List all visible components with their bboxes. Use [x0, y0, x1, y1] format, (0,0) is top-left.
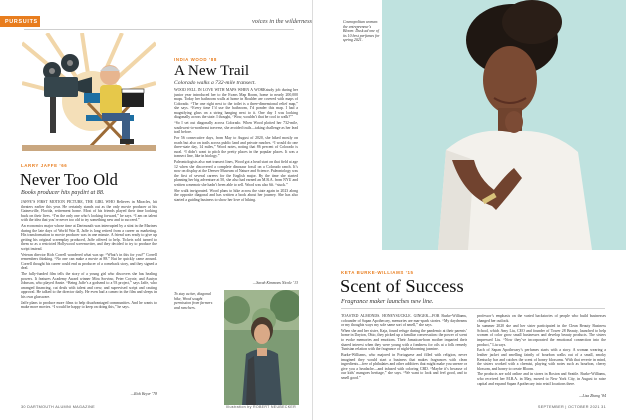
india-paragraph: Paleontologists also met transect lines, Wood got a head start on that field at age 12 when she discovered a complete dinosaur fossil on a Colorado ranch. It’s now on display at the Denver Museum of Nature and Science. Paleontology was the first of several careers for the English major. By the time she started planning her big adventure at 50, she also had earned an M.B.A. from NYU and written a memoir she hadn’t been able to sell. Wood was also 6ft. “stuck.”: [174, 160, 298, 187]
portrait-caption: Cosmopolitan woman: the entrepreneur’s Bloom: Dusk ad one of its 10 best perfumes for spring 2021.: [343, 20, 380, 43]
right-folio: SEPTEMBER | OCTOBER 2021 31: [537, 405, 606, 409]
keta-paragraph: Burke-Williams, who majored in Portuguese and filled with religion, never imagined they would start a business that makes fragrances with clean ingredients—free of phthalates and other additives that might make you sneeze or give you a headache—and infused with coloring CBD. “Maybe it’s because of our kids’ mangoes heritage,” she says. “We want to look and feel good, and to smell good.”: [341, 352, 467, 380]
keta-paragraph: In summer 2020 she and her sister participated in the Clean Beauty Business School, which Amy Liu, CEO and founder of Tower 28 Beauty, launched to help women of color grow small businesses and develop beauty products. The sisters impressed Liu. “Now they’ve incorporated the emotional connection into the product,” Liu says.: [477, 324, 606, 347]
india-byline: —Sarah Kimmons Nicole ’13: [252, 281, 298, 285]
india-headline: A New Trail: [174, 62, 250, 79]
section-tab: PURSUITS: [0, 16, 40, 27]
larry-body: [21, 200, 157, 395]
india-deck: Colorado walks a 732-mile transect.: [174, 80, 256, 86]
india-paragraph: WOOD FELL IN LOVE WITH MAPS WHEN A WORKstudy job during her junior year introduced her to the Evans Map Room, home to nearly 200,000 maps. Today her bathroom walls at home in Boulder are covered with maps of Colorado. “The one right next to the toilet is a three-dimensional relief map,” she says. “Every time I’d use the bathroom, I’d ponder this map. I had a magnifying glass on a string hanging next to it. One day I was looking diagonally across the state. I thought, ‘Wow, wouldn’t that be cool to walk?’”: [174, 88, 298, 120]
keta-kicker: KETA BURKE-WILLIAMS ’15: [341, 270, 414, 275]
keta-paragraph: professor’s emphasis on the varied backstories of people who build businesses changed her outlook.: [477, 314, 606, 323]
india-paragraph: She walk invigorated. Wood plans to hike across the state again in 2023 along the opposite diagonal and has written a book about her journey. She has also started a guiding business to show her love of hiking.: [174, 188, 298, 202]
india-paragraph: For 56 consecutive days, from May to August of 2020, she hiked mostly on roads but also on trails across public land and private ranches. “I would do one three-state day, 14 miles,” Wood notes, noting that 86 percent of Colorado is rural. “I didn’t want to pitch the pretty places in the popular places. It was a transect line, like in biology.”: [174, 136, 298, 159]
larry-paragraph: Veteran director Rich Correll wondered what was up: “What’s in this for you?” Correll remembers thinking. “No one can make a movie at 88.” But he quickly came around. Correll thought his career could end as producer of a comeback story, and they signed a deal.: [21, 252, 157, 271]
keta-paragraph: The products are sold online and in stores in Boston and Seattle. Burke-Williams, who received her M.B.A. in May, moved to New York City, in August to raise capital and expand Sapan Apothecary into retail locations there.: [477, 372, 606, 386]
larry-kicker: LARRY JAFFE ’66: [21, 163, 68, 168]
hiker-photo-caption: To stay active, diagonal hike, Wood sought permission from farmers and ranchers.: [174, 292, 213, 310]
india-kicker: INDIA WOOD ’88: [174, 57, 217, 62]
keta-rule: [341, 308, 605, 309]
left-folio: 30 DARTMOUTH ALUMNI MAGAZINE: [21, 405, 95, 409]
section-header: voices in the wilderness: [252, 18, 312, 25]
hiker-photo: [224, 290, 299, 405]
keta-paragraph: Each of Sapan Apothecary’s perfumes starts with a story. A woman wearing a leather jacket and smelling faintly of bourbon walks out of a small, smoky Kentucky bar and catches the scent of honey blossoms. With that reverie in mind, the sisters worked with a chemist, playing with notes such as bourbon, cherry blossom, and honey to create Bloom.: [477, 348, 606, 371]
larry-byline: —Rick Beyer ’78: [130, 392, 157, 396]
illustration-credit: Illustration by ROBERT NEUBECKER: [226, 405, 296, 409]
keta-paragraph: When she and her sister, Kaja, found refuge during the pandemic at their parents’ home in Dayton, Ohio, they picked up a familiar conversation: the power of scent to evoke memories and emotions. Their Jamaican-born mother imparted their shared interest when they were young with a fondness for oils at a folk remedy Tunisian relation with the fragrance of night-blooming jasmine.: [341, 328, 467, 352]
keta-deck: Fragrance maker launches new line.: [341, 298, 434, 305]
larry-deck: Books producer hits paydirt at 88.: [21, 190, 105, 196]
keta-body-column-2: [477, 314, 606, 394]
larry-paragraph: The fully-funded film tells the story of a young girl who discovers she has healing powers. It features Academy Award winner Mira Sorvino, Peter Coyote, and Austyn Johnson, who played Annie. “Being Jaffe’s a godsend to a 93 project,” says Jaffe, who arranged financing, cut deals with talent and crew, and supervised script and casting approval. He talked to the director daily. He even had a cameo in the film and sleeps in his own glassware.: [21, 272, 157, 299]
larry-paragraph: An economics major whose time at Dartmouth was interrupted by a stint in the Marines during the late days of World War II, Jaffe is long retired from a career as marketing. His transformation to movie producer was in one minute. A friend was ready to give up getting his original screenplay produced, Jaffe offered to help. Tickets sold turned to them so as a restricted Hollywood screenwriter, and they decided to try to produce the script instead.: [21, 224, 157, 251]
india-paragraph: “So I set out diagonally across Colorado. When Wood plotted her 732-mile, southwest-to-northeast traverse, she avoided trails—taking challenge as her lead trail before.: [174, 121, 298, 135]
keta-headline: Scent of Success: [340, 276, 464, 296]
clapboard-icon: [122, 89, 144, 107]
page-gutter: [312, 0, 313, 420]
larry-headline: Never Too Old: [20, 170, 118, 189]
entrepreneur-portrait: [382, 0, 626, 250]
section-rule: [24, 29, 294, 30]
larry-paragraph: Jaffe plans to produce more films to help disadvantaged communities. And he wants to make more movies. “I would be happy to keep on doing this,” he says.: [21, 300, 157, 310]
india-body: [174, 88, 298, 280]
larry-paragraph: JAFFE’S FIRST MOTION PICTURE, THE GIRL WHO Believes in Miracles, hit theaters earlier this year. He certainly stands out as the only movie producer at his Gainesville, Florida, retirement home. Most of his friends played their time looking back on their lives. “I’m the only one who’s looking forward,” he says. “I am on talent with the idea that you’re never too old to try something new and to succeed.”: [21, 200, 157, 223]
keta-body-column-1: [341, 314, 467, 402]
producer-illustration: [22, 33, 156, 151]
keta-paragraph: TOASTED ALMONDS. HONEYSUCKLE. GINGER—FOR Burke-Williams, cofounder of Sapan Apothecary, memories are mar-spark stories. “My daydreams or my thoughts ways my sole same sort of smell,” she says.: [341, 314, 467, 328]
keta-byline: —Lisa Zhang ’84: [579, 394, 606, 398]
